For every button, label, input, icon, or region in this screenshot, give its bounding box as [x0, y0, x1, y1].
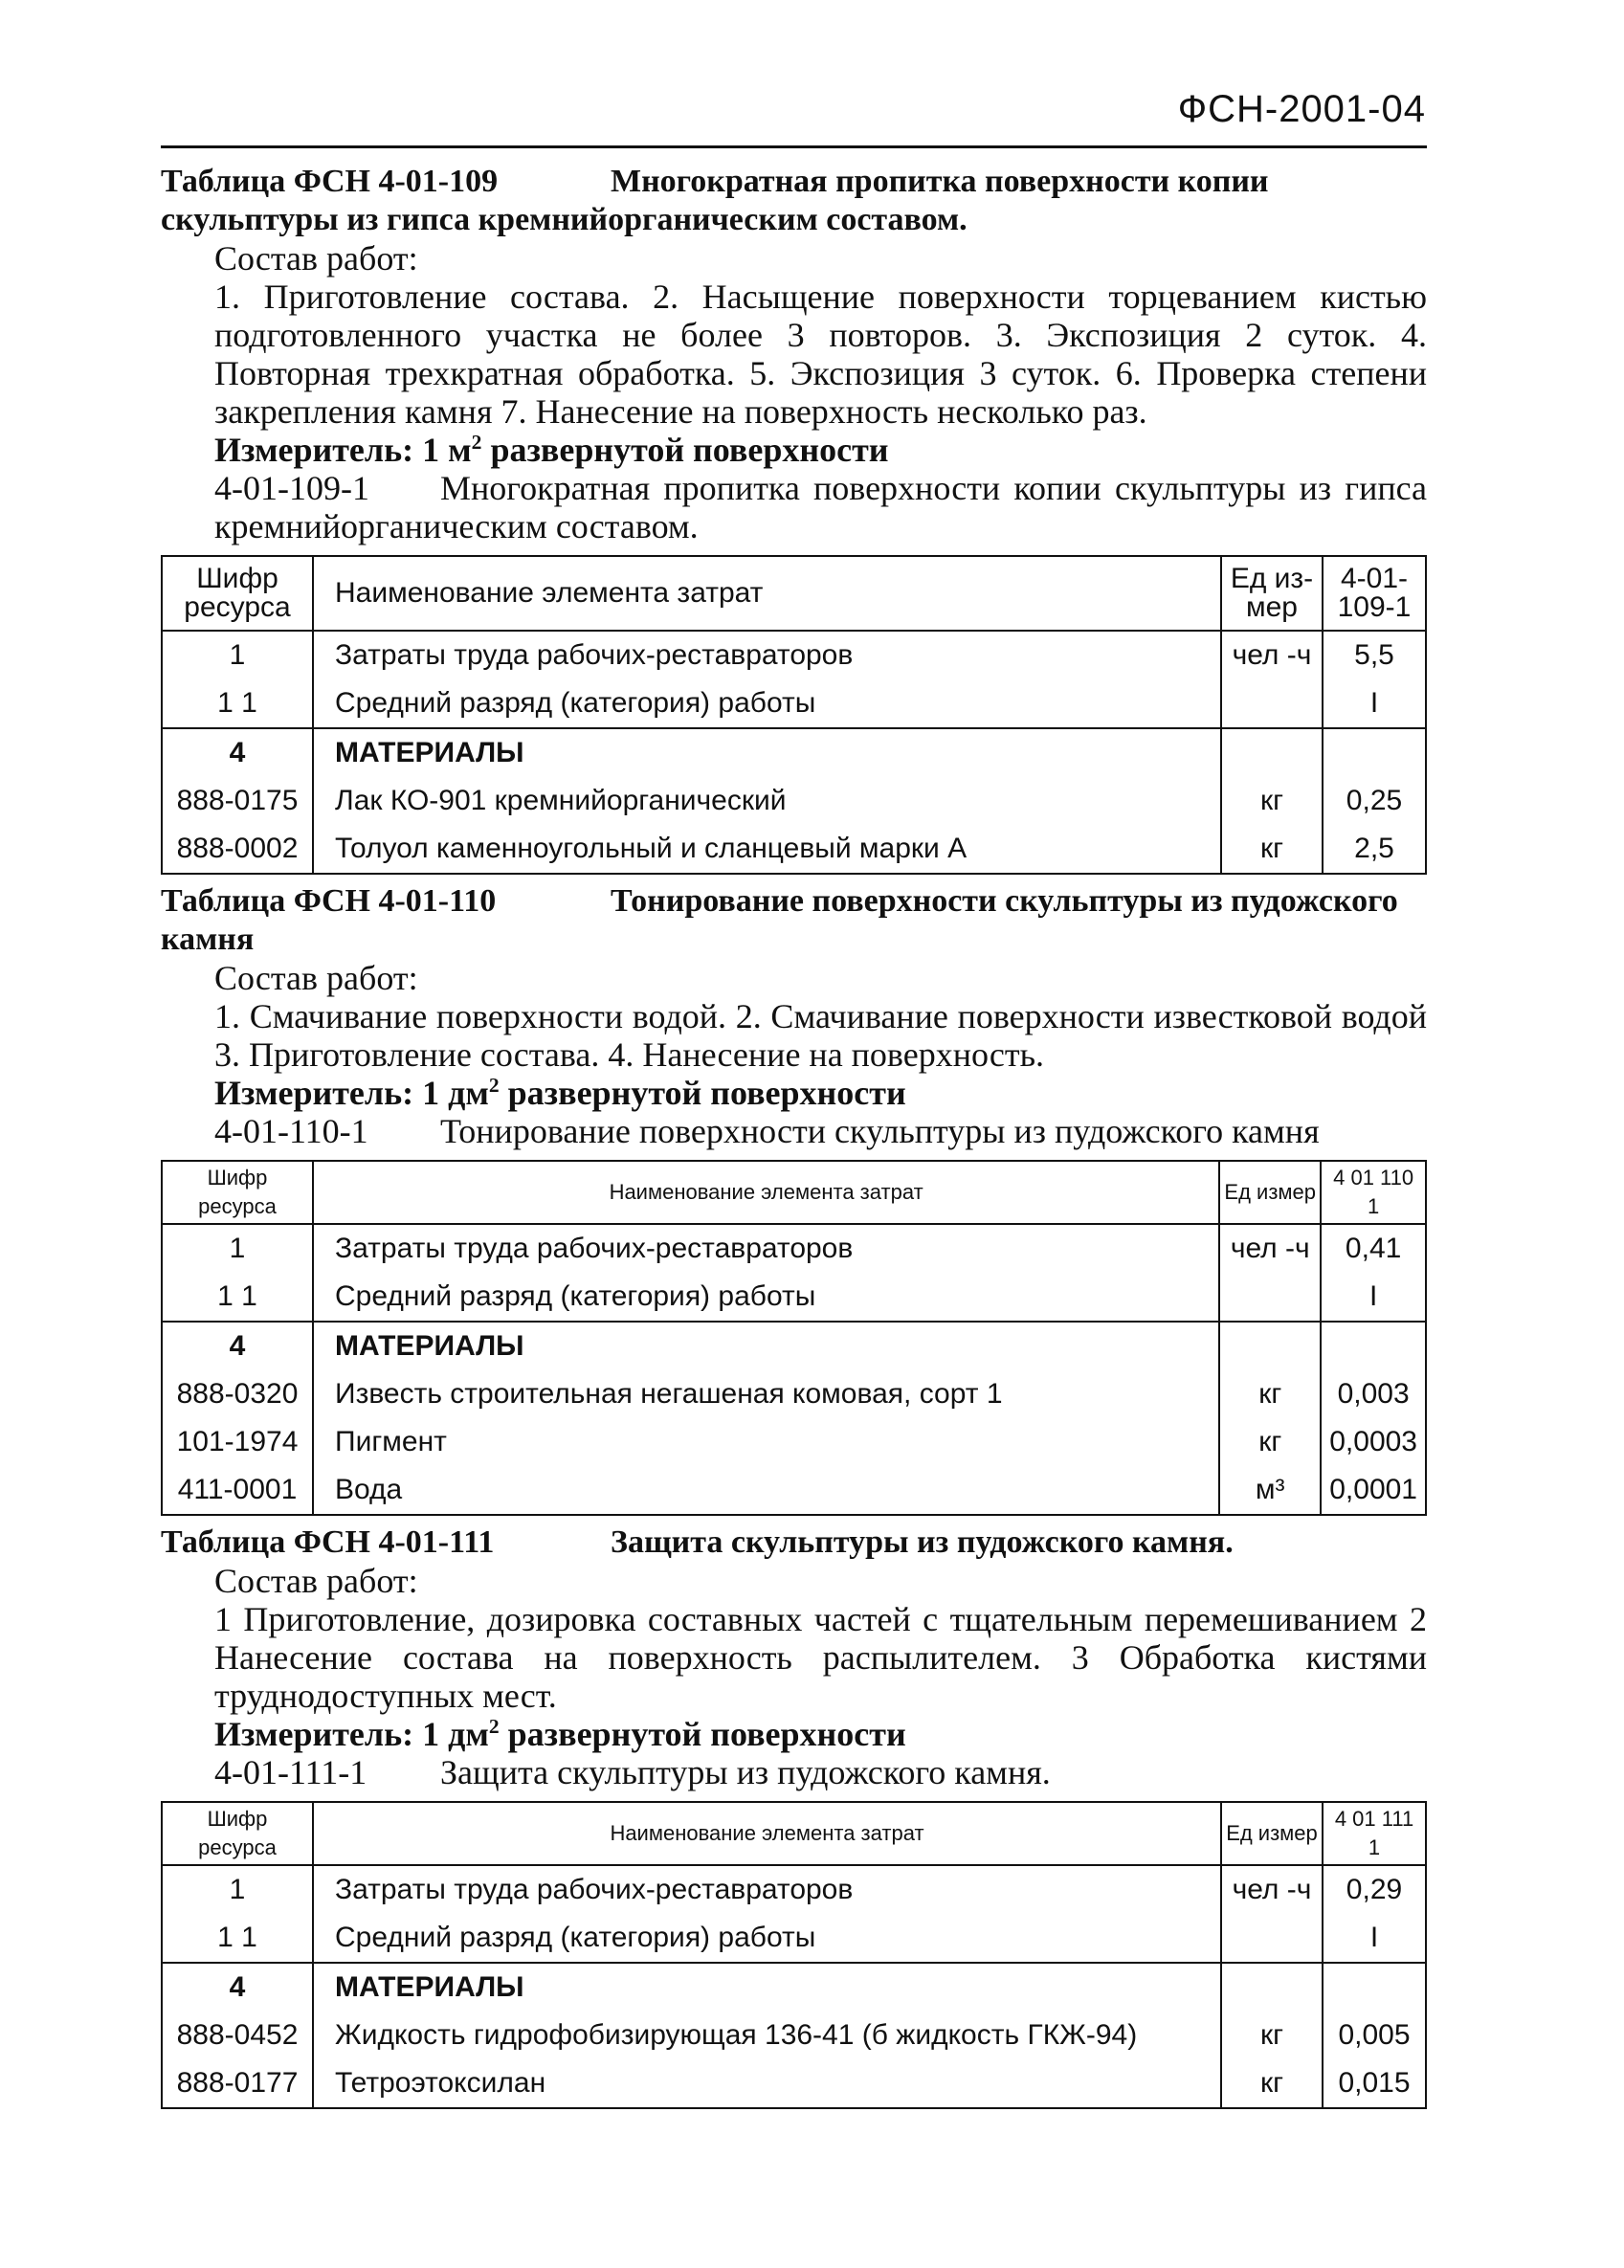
code-line: [161, 1753, 1427, 1791]
cell-name: Жидкость гидрофобизирующая 136-41 (б жидкость ГКЖ-94): [313, 2012, 1221, 2059]
cell-value: 2,5: [1323, 825, 1426, 874]
section-4-01-109: [161, 163, 1427, 875]
cell-unit: чел -ч: [1221, 631, 1323, 679]
cell-value: 5,5: [1323, 631, 1426, 679]
code-line: [161, 1112, 1427, 1150]
section-4-01-110: [161, 882, 1427, 1516]
cell-name: Затраты труда рабочих-реставраторов: [313, 1865, 1221, 1914]
cell-name: Пигмент: [313, 1418, 1219, 1466]
col-header-name: Наименование элемента затрат: [313, 1802, 1221, 1865]
code-line: [161, 469, 1427, 545]
cell-code: 888-0177: [162, 2059, 313, 2108]
work-label: Состав работ:: [214, 239, 418, 278]
table-number: Таблица ФСН 4-01-111: [161, 1524, 495, 1560]
col-header-unit: Ед из-мер: [1221, 556, 1323, 631]
work-text: [161, 1600, 1427, 1715]
section-heading: [161, 882, 1427, 959]
measure-prefix: Измеритель: 1 м: [214, 431, 472, 469]
cell-code: 411-0001: [162, 1466, 313, 1515]
header-rule: [161, 145, 1427, 148]
work-text-body: 1. Смачивание поверхности водой. 2. Смачивание поверхности известковой водой 3. Приготовление состава. 4. Нанесение на поверхность.: [214, 997, 1427, 1074]
rate-code: 4-01-110-1: [214, 1112, 368, 1150]
cell-value: 0,0003: [1321, 1418, 1426, 1466]
measure-prefix: Измеритель: 1 дм: [214, 1715, 489, 1753]
measure-sup: 2: [471, 431, 482, 454]
col-header-value: 4 01 110 1: [1321, 1161, 1426, 1224]
cell-name: Известь строительная негашеная комовая, сорт 1: [313, 1370, 1219, 1418]
col-header-name: Наименование элемента затрат: [313, 1161, 1219, 1224]
cell-value: 0,41: [1321, 1224, 1426, 1273]
running-header: ФСН-2001-04: [1177, 88, 1426, 130]
cell-value: 0,015: [1323, 2059, 1426, 2108]
table-row: [162, 1963, 1426, 2012]
table-row: [162, 728, 1426, 777]
cell-name: МАТЕРИАЛЫ: [313, 1963, 1221, 2012]
content: [161, 155, 1427, 2109]
table-row: [162, 2012, 1426, 2059]
col-header-code: Шифр ресурса: [162, 556, 313, 631]
table-row: [162, 1914, 1426, 1963]
work-text: [161, 997, 1427, 1074]
cell-unit: кг: [1219, 1370, 1321, 1418]
cell-value: [1321, 1322, 1426, 1370]
work-text-body: 1 Приготовление, дозировка составных частей с тщательным перемешиванием 2 Нанесение состава на поверхность распылителем. 3 Обработка кистями труднодоступных мест.: [214, 1600, 1427, 1715]
cell-code: 4: [162, 1963, 313, 2012]
cell-unit: м³: [1219, 1466, 1321, 1515]
work-text: [161, 278, 1427, 431]
section-heading: [161, 1523, 1427, 1562]
section-title: Многократная пропитка поверхности копии скульптуры из гипса кремнийорганическим составом.: [161, 164, 1269, 237]
col-header-value: 4 01 111 1: [1323, 1802, 1426, 1865]
measure-line: [161, 431, 1427, 469]
rate-code-text: Многократная пропитка поверхности копии скульптуры из гипса кремнийорганическим составом.: [214, 469, 1427, 545]
table-row: [162, 1865, 1426, 1914]
cell-unit: кг: [1221, 2012, 1323, 2059]
cell-unit: [1221, 1914, 1323, 1963]
cell-value: 0,003: [1321, 1370, 1426, 1418]
cell-value: 0,25: [1323, 777, 1426, 825]
table-row: [162, 1322, 1426, 1370]
cell-code: 1: [162, 1865, 313, 1914]
cell-code: 888-0175: [162, 777, 313, 825]
work-label: Состав работ:: [214, 1562, 418, 1600]
cell-value: 0,29: [1323, 1865, 1426, 1914]
cell-code: 888-0452: [162, 2012, 313, 2059]
cell-unit: [1219, 1322, 1321, 1370]
measure-sup: 2: [488, 1715, 500, 1738]
col-header-unit: Ед измер: [1221, 1802, 1323, 1865]
work-label: Состав работ:: [214, 959, 418, 997]
cell-name: Средний разряд (категория) работы: [313, 1914, 1221, 1963]
table-row: [162, 2059, 1426, 2108]
cell-value: 0,005: [1323, 2012, 1426, 2059]
cell-code: 1 1: [162, 1273, 313, 1322]
table-row: [162, 825, 1426, 874]
cell-code: 1: [162, 631, 313, 679]
col-header-code: Шифр ресурса: [162, 1802, 313, 1865]
cell-name: Затраты труда рабочих-реставраторов: [313, 1224, 1219, 1273]
table-row: [162, 1273, 1426, 1322]
cell-unit: чел -ч: [1221, 1865, 1323, 1914]
resource-table: [161, 555, 1427, 875]
cell-name: Средний разряд (категория) работы: [313, 1273, 1219, 1322]
table-row: [162, 1466, 1426, 1515]
cell-unit: кг: [1221, 777, 1323, 825]
cell-name: Средний разряд (категория) работы: [313, 679, 1221, 728]
cell-value: I: [1323, 679, 1426, 728]
cell-code: 101-1974: [162, 1418, 313, 1466]
cell-name: Тетроэтоксилан: [313, 2059, 1221, 2108]
cell-code: 888-0320: [162, 1370, 313, 1418]
cell-value: I: [1323, 1914, 1426, 1963]
cell-unit: кг: [1221, 825, 1323, 874]
cell-unit: [1221, 1963, 1323, 2012]
table-row: [162, 1224, 1426, 1273]
col-header-value: 4-01-109-1: [1323, 556, 1426, 631]
section-title: Защита скульптуры из пудожского камня.: [611, 1524, 1234, 1560]
cell-name: Вода: [313, 1466, 1219, 1515]
table-number: Таблица ФСН 4-01-109: [161, 164, 499, 199]
section-4-01-111: [161, 1523, 1427, 2109]
resource-table: [161, 1160, 1427, 1516]
cell-unit: чел -ч: [1219, 1224, 1321, 1273]
cell-value: [1323, 728, 1426, 777]
cell-unit: [1221, 679, 1323, 728]
measure-suffix: развернутой поверхности: [499, 1715, 906, 1753]
cell-name: МАТЕРИАЛЫ: [313, 1322, 1219, 1370]
cell-value: 0,0001: [1321, 1466, 1426, 1515]
table-number: Таблица ФСН 4-01-110: [161, 883, 497, 919]
measure-line: [161, 1715, 1427, 1753]
cell-code: 1 1: [162, 679, 313, 728]
cell-unit: кг: [1221, 2059, 1323, 2108]
cell-name: Затраты труда рабочих-реставраторов: [313, 631, 1221, 679]
cell-value: I: [1321, 1273, 1426, 1322]
cell-code: 4: [162, 728, 313, 777]
cell-value: [1323, 1963, 1426, 2012]
cell-unit: кг: [1219, 1418, 1321, 1466]
table-row: [162, 679, 1426, 728]
rate-code-text: Защита скульптуры из пудожского камня.: [440, 1753, 1051, 1791]
rate-code: 4-01-109-1: [214, 469, 369, 507]
work-text-body: 1. Приготовление состава. 2. Насыщение поверхности торцеванием кистью подготовленного участка не более 3 повторов. 3. Экспозиция 2 суток. 4. Повторная трехкратная обработка. 5. Экспозиция 3 суток. 6. Проверка степени закрепления камня 7. Нанесение на поверхность несколько раз.: [214, 278, 1427, 431]
rate-code-text: Тонирование поверхности скульптуры из пудожского камня: [440, 1112, 1320, 1150]
table-row: [162, 1370, 1426, 1418]
measure-sup: 2: [488, 1074, 500, 1097]
rate-code: 4-01-111-1: [214, 1753, 367, 1791]
measure-suffix: развернутой поверхности: [481, 431, 889, 469]
cell-name: МАТЕРИАЛЫ: [313, 728, 1221, 777]
measure-prefix: Измеритель: 1 дм: [214, 1074, 489, 1112]
section-heading: [161, 163, 1427, 239]
cell-code: 1 1: [162, 1914, 313, 1963]
cell-code: 888-0002: [162, 825, 313, 874]
cell-unit: [1221, 728, 1323, 777]
col-header-code: Шифр ресурса: [162, 1161, 313, 1224]
cell-name: Толуол каменноугольный и сланцевый марки А: [313, 825, 1221, 874]
cell-code: 1: [162, 1224, 313, 1273]
cell-code: 4: [162, 1322, 313, 1370]
table-row: [162, 777, 1426, 825]
section-title: Тонирование поверхности скульптуры из пудожского камня: [161, 883, 1398, 957]
resource-table: [161, 1801, 1427, 2109]
measure-suffix: развернутой поверхности: [499, 1074, 906, 1112]
table-row: [162, 631, 1426, 679]
col-header-name: Наименование элемента затрат: [313, 556, 1221, 631]
cell-unit: [1219, 1273, 1321, 1322]
col-header-unit: Ед измер: [1219, 1161, 1321, 1224]
cell-name: Лак КО-901 кремнийорганический: [313, 777, 1221, 825]
table-row: [162, 1418, 1426, 1466]
measure-line: [161, 1074, 1427, 1112]
